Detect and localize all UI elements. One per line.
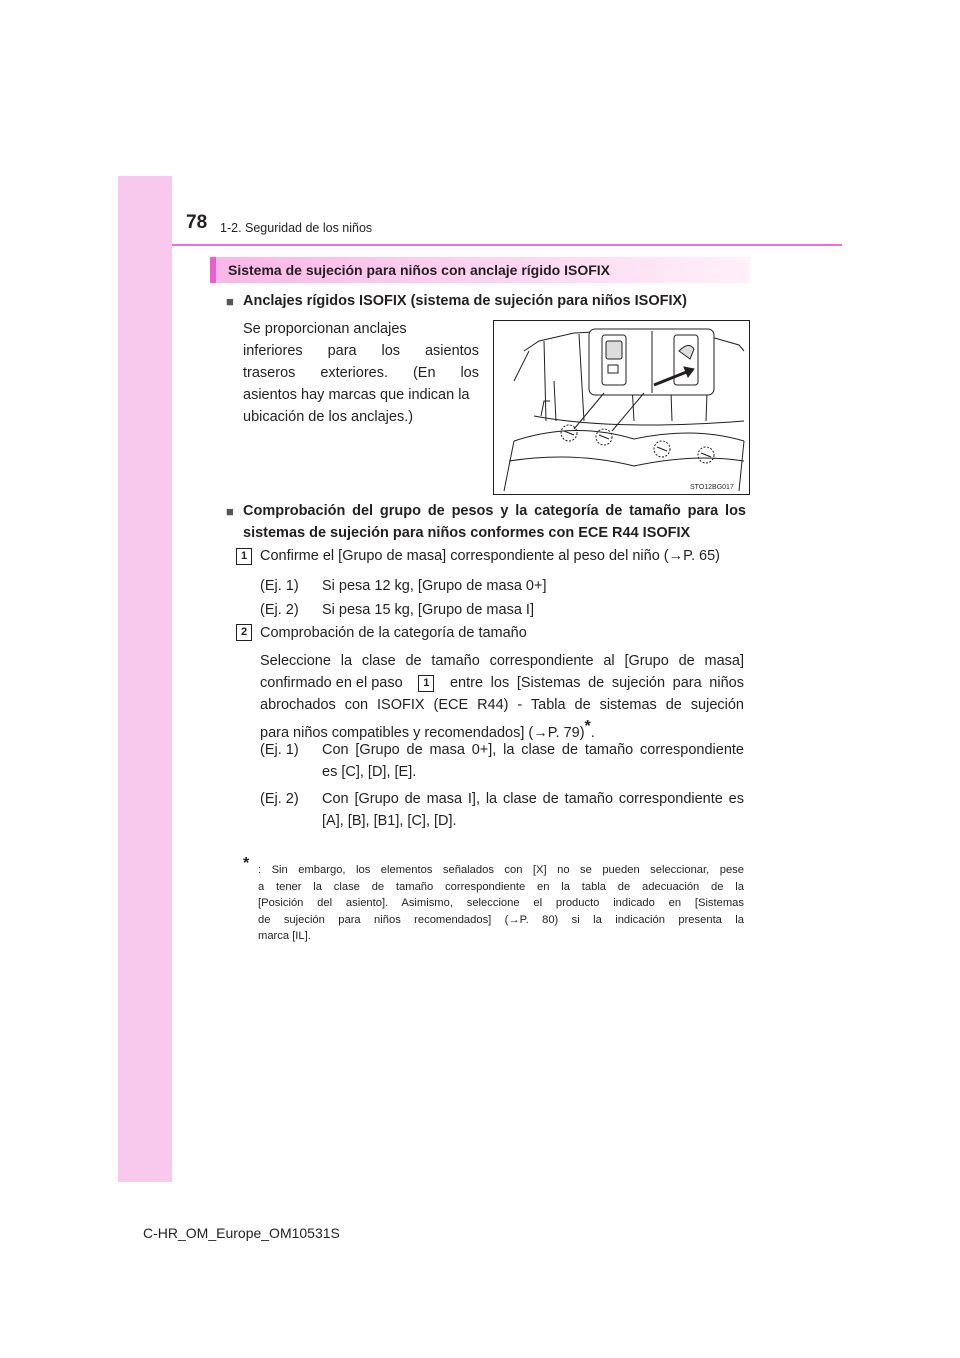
step-reference-box: 1 — [418, 675, 434, 692]
example-label: (Ej. 2) — [260, 602, 299, 618]
isofix-seat-illustration — [493, 320, 750, 495]
sidebar-tab — [118, 176, 172, 1182]
header-rule — [172, 244, 842, 246]
intro-paragraph: Se proporcionan anclajes inferiores para los asientos traseros exteriores. (En los asientos hay marcas que indican la ubicación de los anclajes.) — [243, 321, 479, 425]
section-heading-text: Sistema de sujeción para niños con anclaje rígido ISOFIX — [228, 262, 610, 278]
step1-text: Confirme el [Grupo de masa] correspondiente al peso del niño (→P. 65) — [260, 548, 720, 564]
document-id: C-HR_OM_Europe_OM10531S — [143, 1225, 340, 1241]
step-number-2: 2 — [236, 624, 252, 641]
figure-code: STO12BG017 — [690, 484, 734, 491]
example-text: Si pesa 15 kg, [Grupo de masa I] — [322, 602, 534, 618]
section-title: 1-2. Seguridad de los niños — [220, 221, 373, 235]
asterisk-mark: * — [584, 718, 591, 735]
subheading-isofix-anchors: Anclajes rígidos ISOFIX (sistema de sujeción para niños ISOFIX) — [243, 293, 687, 309]
example-label: (Ej. 1) — [260, 742, 299, 758]
page-number: 78 — [186, 212, 208, 233]
example-text: Si pesa 12 kg, [Grupo de masa 0+] — [322, 578, 547, 594]
example-text: Con [Grupo de masa 0+], la clase de tamaño correspondiente es [C], [D], [E]. — [322, 742, 744, 780]
footnote-asterisk: * — [243, 855, 250, 872]
step2-text: Comprobación de la categoría de tamaño — [260, 625, 527, 641]
footnote: : Sin embargo, los elementos señalados con [X] no se pueden seleccionar, pese a tener la clase de tamaño correspondiente en la tabla de adecuación de la [Posición del asiento]. Asimismo, seleccione el producto indicado en [Sistemas de sujeción para niños recomendados] (→P. 80) si la indicación presenta la marca [IL]. — [258, 864, 744, 942]
example-text: Con [Grupo de masa I], la clase de tamaño correspondiente es [A], [B], [B1], [C], [D]. — [322, 791, 744, 829]
bullet-icon: ■ — [226, 294, 234, 309]
example-label: (Ej. 2) — [260, 791, 299, 807]
seat-anchor-drawing — [494, 321, 749, 494]
step2-paragraph: Seleccione la clase de tamaño correspondiente al [Grupo de masa] confirmado en el paso 1 entre los [Sistemas de sujeción para niños abrochados con ISOFIX (ECE R44) - Tabla de sistemas de sujeción para niños compatibles y recomendados] (→P. 79)*. — [260, 653, 744, 741]
example-label: (Ej. 1) — [260, 578, 299, 594]
subheading-size-check: Comprobación del grupo de pesos y la categoría de tamaño para los sistemas de sujeción para niños conformes con ECE R44 ISOFIX — [243, 503, 746, 541]
step-number-1: 1 — [236, 548, 252, 565]
section-heading — [210, 257, 750, 283]
bullet-icon: ■ — [226, 504, 234, 519]
